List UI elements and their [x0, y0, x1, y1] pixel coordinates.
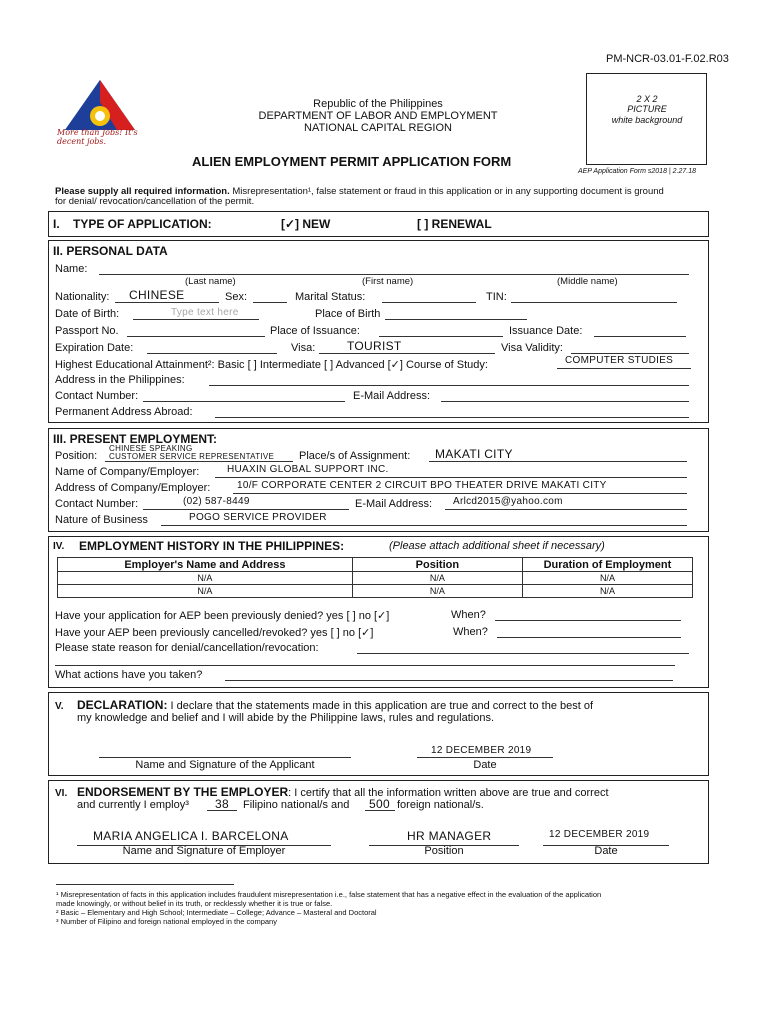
- reason-label: Please state reason for denial/cancellation/revocation:: [55, 642, 319, 654]
- notice-line2: for denial/ revocation/cancellation of the permit.: [55, 196, 255, 207]
- dob-field[interactable]: [133, 319, 259, 320]
- last-name-caption: (Last name): [185, 276, 236, 287]
- expiration-field[interactable]: [147, 353, 277, 354]
- name-field[interactable]: [99, 274, 689, 275]
- applicant-date-field[interactable]: [417, 757, 553, 758]
- section4-heading: EMPLOYMENT HISTORY IN THE PHILIPPINES:: [79, 539, 345, 553]
- history-cell[interactable]: N/A: [522, 572, 692, 585]
- email-label: E-Mail Address:: [353, 390, 431, 402]
- foreign-count-value: 500: [369, 797, 390, 811]
- history-col-position: Position: [352, 558, 522, 572]
- business-label: Nature of Business: [55, 514, 148, 526]
- section-endorsement: [48, 780, 709, 864]
- header-department: DEPARTMENT OF LABOR AND EMPLOYMENT: [258, 110, 498, 122]
- photo-label: PICTURE: [627, 104, 667, 114]
- declaration-text1: I declare that the statements made in this application are true and correct to the best of: [167, 700, 594, 712]
- employer-email-field[interactable]: [445, 509, 687, 510]
- form-title: ALIEN EMPLOYMENT PERMIT APPLICATION FORM: [192, 154, 512, 169]
- first-name-caption: (First name): [362, 276, 414, 287]
- cancelled-when-label: When?: [453, 626, 488, 638]
- version-note: AEP Application Form s2018 | 2.27.18: [578, 168, 697, 175]
- section3-heading: III. PRESENT EMPLOYMENT:: [53, 432, 218, 446]
- history-col-duration: Duration of Employment: [522, 558, 692, 572]
- address-ph-label: Address in the Philippines:: [55, 374, 185, 386]
- position-field[interactable]: [105, 461, 293, 462]
- section6-heading: ENDORSEMENT BY THE EMPLOYER: [77, 785, 289, 799]
- employer-signature-label: Name and Signature of Employer: [122, 845, 286, 857]
- issuance-date-label: Issuance Date:: [509, 325, 583, 337]
- form-code: PM-NCR-03.01-F.02.R03: [606, 53, 729, 65]
- nationality-value: CHINESE: [129, 288, 185, 302]
- employer-contact-field[interactable]: [143, 509, 349, 510]
- marital-status-field[interactable]: [382, 302, 476, 303]
- filipino-count-value: 38: [215, 797, 229, 811]
- issuance-place-label: Place of Issuance:: [270, 325, 360, 337]
- history-col-employer: Employer's Name and Address: [58, 558, 353, 572]
- marital-status-label: Marital Status:: [295, 291, 366, 303]
- section-present-employment: [48, 428, 709, 532]
- endorsement-text2b: Filipino national/s and: [243, 799, 350, 811]
- photo-size: 2 X 2: [636, 94, 658, 104]
- section6-num: VI.: [55, 788, 68, 799]
- employer-email-value: Arlcd2015@yahoo.com: [453, 496, 563, 507]
- company-address-field[interactable]: [233, 493, 687, 494]
- reason-field[interactable]: [357, 653, 689, 654]
- endorsement-text1: : I certify that all the information written above are true and correct: [288, 787, 609, 799]
- email-field[interactable]: [441, 401, 689, 402]
- section2-heading: II. PERSONAL DATA: [53, 244, 168, 258]
- new-checkbox[interactable]: [✓] NEW: [281, 217, 331, 231]
- actions-label: What actions have you taken?: [55, 669, 203, 681]
- cancelled-when-field[interactable]: [497, 637, 681, 638]
- business-value: POGO SERVICE PROVIDER: [189, 512, 327, 523]
- endorsement-text2a: and currently I employ³: [77, 799, 189, 811]
- denied-question[interactable]: Have your application for AEP been previously denied? yes [ ] no [✓]: [55, 610, 390, 622]
- reason-field-2[interactable]: [55, 665, 675, 666]
- course-field[interactable]: [557, 368, 691, 369]
- position-value-line1: CHINESE SPEAKING: [109, 444, 193, 453]
- nationality-field[interactable]: [115, 302, 219, 303]
- history-cell[interactable]: N/A: [352, 585, 522, 598]
- employer-position-label: Position: [424, 845, 464, 857]
- footnote-3: ³ Number of Filipino and foreign national employed in the company: [56, 917, 277, 926]
- visa-field[interactable]: [319, 353, 495, 354]
- contact-label: Contact Number:: [55, 390, 139, 402]
- applicant-signature-label: Name and Signature of the Applicant: [135, 759, 315, 771]
- history-cell[interactable]: N/A: [58, 572, 353, 585]
- contact-field[interactable]: [143, 401, 345, 402]
- endorsement-text2c: foreign national/s.: [397, 799, 484, 811]
- renewal-checkbox[interactable]: [ ] RENEWAL: [417, 217, 492, 231]
- perm-address-label: Permanent Address Abroad:: [55, 406, 193, 418]
- pob-label: Place of Birth: [315, 308, 381, 320]
- photo-background: white background: [611, 115, 683, 125]
- endorsement-line1: [77, 785, 609, 799]
- employer-contact-value: (02) 587-8449: [183, 496, 250, 507]
- nationality-label: Nationality:: [55, 291, 110, 303]
- company-address-label: Address of Company/Employer:: [55, 482, 211, 494]
- name-label: Name:: [55, 263, 88, 275]
- logo-tagline: More than Jobs! It's decent jobs.: [57, 128, 138, 146]
- applicant-signature-field[interactable]: [99, 757, 351, 758]
- pob-field[interactable]: [385, 319, 527, 320]
- assignment-label: Place/s of Assignment:: [299, 450, 411, 462]
- photo-box: [586, 73, 707, 165]
- footnote-divider: [56, 884, 234, 885]
- section-type-of-application: [48, 211, 709, 237]
- footnote-1b: made knowingly, or without belief in its truth, or recklessly whether it is true or false.: [56, 899, 333, 908]
- cancelled-question[interactable]: Have your AEP been previously cancelled/revoked? yes [ ] no [✓]: [55, 627, 374, 639]
- middle-name-caption: (Middle name): [557, 276, 618, 287]
- position-value-line2: CUSTOMER SERVICE REPRESENTATIVE: [109, 452, 275, 461]
- visa-validity-field[interactable]: [571, 353, 689, 354]
- table-row: [58, 572, 693, 585]
- section1-label: TYPE OF APPLICATION:: [73, 217, 212, 231]
- footnote-1a: ¹ Misrepresentation of facts in this application includes fraudulent misrepresentation i.e., false statement that has a negative effect in the evaluation of the application: [56, 890, 602, 899]
- company-field[interactable]: [215, 477, 687, 478]
- section-employment-history: [48, 536, 709, 688]
- section4-num: IV.: [53, 541, 65, 552]
- dole-logo: [55, 78, 145, 156]
- section5-heading: DECLARATION:: [77, 698, 168, 712]
- course-value: COMPUTER STUDIES: [565, 355, 674, 366]
- header-republic: Republic of the Philippines: [313, 98, 443, 110]
- header-region: NATIONAL CAPITAL REGION: [304, 122, 452, 134]
- company-value: HUAXIN GLOBAL SUPPORT INC.: [227, 464, 389, 475]
- assignment-field[interactable]: [429, 461, 687, 462]
- tin-label: TIN:: [486, 291, 507, 303]
- employer-email-label: E-Mail Address:: [355, 498, 433, 510]
- history-cell[interactable]: N/A: [522, 585, 692, 598]
- position-label: Position:: [55, 450, 98, 462]
- sex-label: Sex:: [225, 291, 248, 303]
- applicant-date-value: 12 DECEMBER 2019: [431, 745, 532, 756]
- passport-label: Passport No.: [55, 325, 119, 337]
- sex-field[interactable]: [253, 302, 287, 303]
- history-table: [57, 557, 693, 598]
- tin-field[interactable]: [511, 302, 677, 303]
- notice-bold: Please supply all required information.: [55, 186, 230, 197]
- business-field[interactable]: [161, 525, 687, 526]
- table-row: [58, 585, 693, 598]
- section-declaration: [48, 692, 709, 776]
- declaration-text2: my knowledge and belief and I will abide by the Philippine laws, rules and regulations.: [77, 712, 495, 724]
- perm-address-field[interactable]: [215, 417, 689, 418]
- section1-num: I.: [53, 217, 60, 231]
- employer-position-value: HR MANAGER: [407, 829, 492, 843]
- address-ph-field[interactable]: [209, 385, 689, 386]
- assignment-value: MAKATI CITY: [435, 447, 513, 461]
- education-label[interactable]: Highest Educational Attainment²: Basic [ ] Intermediate [ ] Advanced [✓] Course of Study:: [55, 359, 488, 371]
- company-label: Name of Company/Employer:: [55, 466, 200, 478]
- visa-label: Visa:: [291, 342, 316, 354]
- employer-date-label: Date: [594, 845, 618, 857]
- denied-when-field[interactable]: [495, 620, 681, 621]
- passport-field[interactable]: [127, 336, 265, 337]
- section-personal-data: [48, 240, 709, 423]
- visa-value: TOURIST: [347, 339, 402, 353]
- history-cell[interactable]: N/A: [352, 572, 522, 585]
- declaration-line1: [77, 698, 593, 712]
- issuance-date-field[interactable]: [594, 336, 686, 337]
- company-address-value: 10/F CORPORATE CENTER 2 CIRCUIT BPO THEATER DRIVE MAKATI CITY: [237, 480, 607, 491]
- actions-field[interactable]: [225, 680, 673, 681]
- employer-date-value: 12 DECEMBER 2019: [549, 829, 650, 840]
- dob-placeholder: Type text here: [171, 307, 239, 318]
- footnote-2: ² Basic – Elementary and High School; Intermediate – College; Advance – Masteral and Doctoral: [56, 908, 377, 917]
- dob-label: Date of Birth:: [55, 308, 120, 320]
- issuance-place-field[interactable]: [379, 336, 503, 337]
- visa-validity-label: Visa Validity:: [501, 342, 563, 354]
- applicant-date-label: Date: [473, 759, 497, 771]
- employer-contact-label: Contact Number:: [55, 498, 139, 510]
- history-cell[interactable]: N/A: [58, 585, 353, 598]
- notice-rest: Misrepresentation¹, false statement or fraud in this application or in any supporting document is ground: [229, 186, 664, 197]
- expiration-label: Expiration Date:: [55, 342, 134, 354]
- employer-name-value: MARIA ANGELICA I. BARCELONA: [93, 829, 289, 843]
- denied-when-label: When?: [451, 609, 486, 621]
- section4-note: (Please attach additional sheet if necessary): [389, 540, 605, 552]
- section5-num: V.: [55, 701, 64, 712]
